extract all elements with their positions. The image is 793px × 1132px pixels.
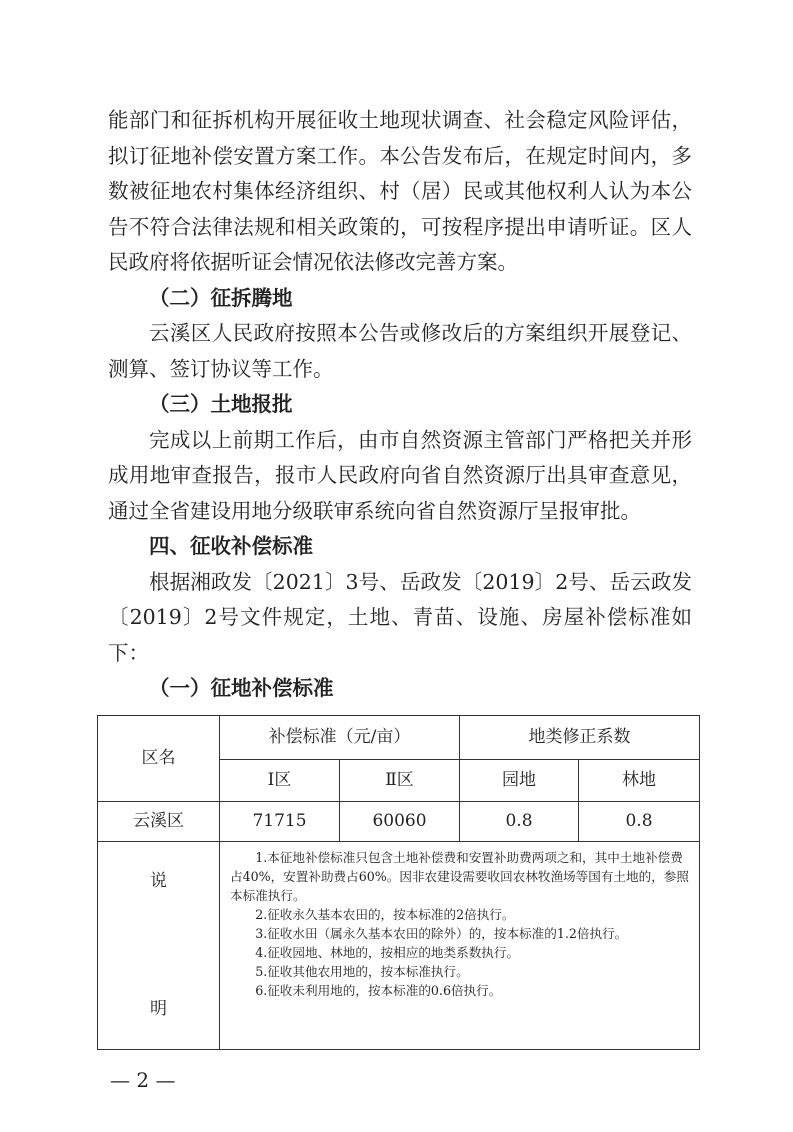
cell: 云溪区	[98, 801, 220, 841]
section-heading: 四、征收补偿标准	[149, 534, 313, 558]
note: 5.征收其他农用地的，按本标准执行。	[255, 963, 469, 979]
notes-label-2: 明	[150, 998, 167, 1019]
paragraph: 云溪区人民政府按照本公告或修改后的方案组织开展登记、测算、签订协议等工作。	[108, 321, 692, 381]
notes-label	[98, 841, 220, 1049]
section-heading: （二）征拆腾地	[149, 285, 293, 310]
paragraph: 能部门和征拆机构开展征收土地现状调查、社会稳定风险评估，拟订征地补偿安置方案工作。本公告发布后，在规定时间内，多数被征地农村集体经济组织、村（居）民或其他权利人认为本公告不符合法律法规和相关政策的，可按程序提出申请听证。区人民政府将依据听证会情况依法修改完善方案。	[108, 108, 692, 274]
cell: 60060	[340, 801, 460, 841]
note: 6.征收未利用地的，按本标准的0.6倍执行。	[255, 982, 502, 998]
header-district: 区名	[98, 715, 220, 801]
table-row	[98, 801, 700, 841]
notes-cell	[220, 841, 700, 1049]
note: 2.征收永久基本农田的，按本标准的2倍执行。	[255, 906, 515, 922]
section-heading: （三）土地报批	[149, 392, 293, 416]
paragraph: 根据湘政发〔2021〕3号、岳政发〔2019〕2号、岳云政发〔2019〕2号文件规定，土地、青苗、设施、房屋补偿标准如下：	[108, 569, 692, 665]
header-standard: 补偿标准（元/亩）	[220, 715, 460, 759]
note: 3.征收水田（属永久基本农田的除外）的，按本标准的1.2倍执行。	[255, 925, 628, 941]
compensation-table	[97, 715, 700, 1050]
note: 1.本征地补偿标准只包含土地补偿费和安置补助费两项之和，其中土地补偿费占40%，安置补助费占60%。因非农建设需要收回农林牧渔场等国有土地的，参照本标准执行。	[230, 849, 689, 903]
header-coef: 地类修正系数	[460, 715, 700, 759]
subheader: 林地	[579, 759, 700, 801]
subheader: 园地	[460, 759, 579, 801]
notes-label-1: 说	[150, 871, 167, 891]
paragraph: 完成以上前期工作后，由市自然资源主管部门严格把关并形成用地审查报告，报市人民政府向省自然资源厅出具审查意见，通过全省建设用地分级联审系统向省自然资源厅呈报审批。	[108, 427, 692, 523]
cell: 0.8	[460, 801, 579, 841]
section-heading: （一）征地补偿标准	[149, 676, 334, 700]
subheader: Ⅱ区	[340, 759, 460, 801]
cell: 71715	[220, 801, 340, 841]
page-number: — 2 —	[110, 1067, 176, 1092]
cell: 0.8	[579, 801, 700, 841]
subheader: Ⅰ区	[220, 759, 340, 801]
note: 4.征收园地、林地的，按相应的地类系数执行。	[255, 944, 520, 960]
document-body	[108, 103, 692, 707]
